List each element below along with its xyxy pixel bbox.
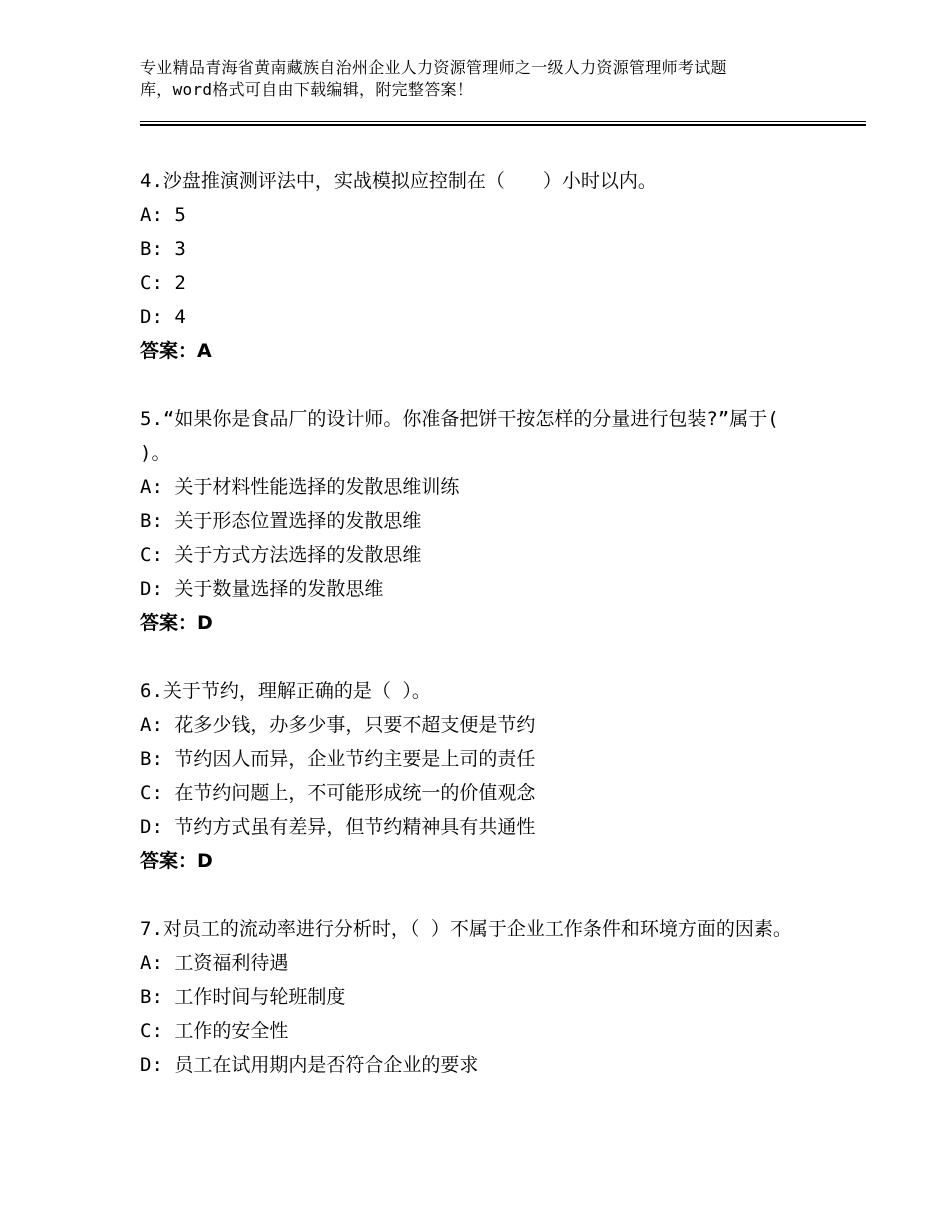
- option-d: D: 员工在试用期内是否符合企业的要求: [140, 1054, 479, 1076]
- question-4: [140, 164, 840, 368]
- option-a: A: 工资福利待遇: [140, 952, 289, 974]
- question-6: [140, 674, 840, 878]
- option-c: C: 工作的安全性: [140, 1020, 289, 1042]
- option-b: B: 节约因人而异，企业节约主要是上司的责任: [140, 748, 536, 770]
- option-d: D: 节约方式虽有差异，但节约精神具有共通性: [140, 816, 536, 838]
- option-c: C: 关于方式方法选择的发散思维: [140, 544, 422, 566]
- question-list: [140, 164, 840, 1116]
- header-title-line-2: 库，word格式可自由下载编辑，附完整答案！: [140, 80, 474, 99]
- answer-label: 答案：D: [140, 612, 213, 634]
- option-c: C: 2: [140, 272, 186, 294]
- option-b: B: 工作时间与轮班制度: [140, 986, 346, 1008]
- document-header: [140, 57, 830, 101]
- option-d: D: 4: [140, 306, 186, 328]
- question-7: [140, 912, 840, 1082]
- option-b: B: 关于形态位置选择的发散思维: [140, 510, 422, 532]
- answer-label: 答案：D: [140, 850, 213, 872]
- question-text: 4.沙盘推演测评法中，实战模拟应控制在（ ）小时以内。: [140, 170, 657, 192]
- question-text: 5.“如果你是食品厂的设计师。你准备把饼干按怎样的分量进行包装?”属于( )。: [140, 408, 779, 464]
- option-a: A: 关于材料性能选择的发散思维训练: [140, 476, 460, 498]
- question-text: 7.对员工的流动率进行分析时，（ ）不属于企业工作条件和环境方面的因素。: [140, 918, 792, 940]
- question-text: 6.关于节约，理解正确的是（ ）。: [140, 680, 431, 702]
- header-title-line-1: 专业精品青海省黄南藏族自治州企业人力资源管理师之一级人力资源管理师考试题: [140, 58, 727, 77]
- answer-label: 答案：A: [140, 340, 212, 362]
- option-a: A: 5: [140, 204, 186, 226]
- header-divider: [140, 121, 866, 126]
- option-c: C: 在节约问题上，不可能形成统一的价值观念: [140, 782, 536, 804]
- question-5: [140, 402, 840, 640]
- option-d: D: 关于数量选择的发散思维: [140, 578, 384, 600]
- option-b: B: 3: [140, 238, 186, 260]
- option-a: A: 花多少钱，办多少事，只要不超支便是节约: [140, 714, 536, 736]
